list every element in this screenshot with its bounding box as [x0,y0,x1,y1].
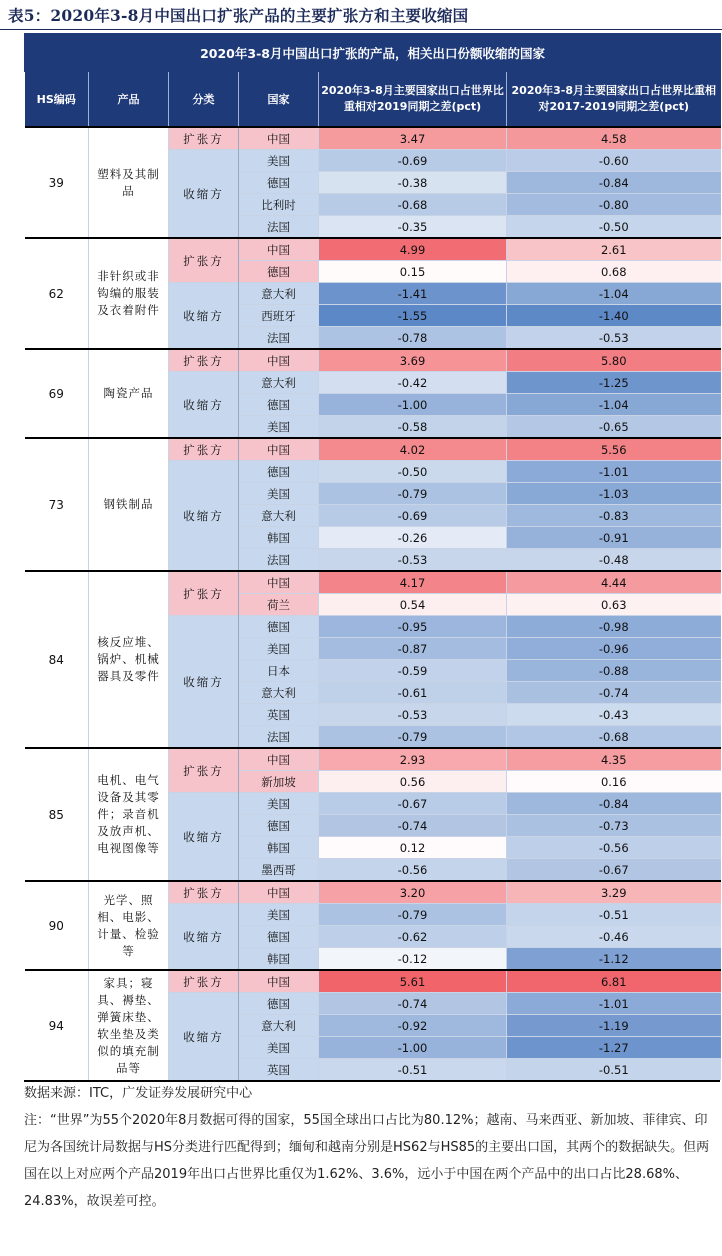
country-name: 中国 [239,571,319,594]
country-name: 法国 [239,327,319,350]
category-expand: 扩张方 [169,571,239,616]
value-2019-diff: -0.12 [319,948,507,971]
value-2017-2019-diff: -0.53 [507,327,721,350]
country-name: 美国 [239,1037,319,1059]
country-name: 日本 [239,660,319,682]
footer [24,1080,714,1215]
country-name: 法国 [239,549,319,572]
value-2019-diff: 3.20 [319,881,507,904]
product-name: 电机、电气设备及其零件；录音机及放声机、电视图像等 [89,748,169,881]
category-expand: 扩张方 [169,881,239,904]
value-2019-diff: -1.00 [319,1037,507,1059]
country-name: 英国 [239,704,319,726]
value-2019-diff: -1.41 [319,283,507,305]
value-2019-diff: -0.68 [319,194,507,216]
value-2019-diff: -0.26 [319,527,507,549]
value-2019-diff: -0.59 [319,660,507,682]
hs-code: 94 [25,970,89,1080]
country-name: 意大利 [239,505,319,527]
value-2017-2019-diff: -0.96 [507,638,721,660]
country-name: 墨西哥 [239,859,319,882]
value-2017-2019-diff: 0.63 [507,594,721,616]
table-row [25,748,721,771]
value-2019-diff: -0.53 [319,704,507,726]
country-name: 中国 [239,438,319,461]
product-name: 核反应堆、锅炉、机械器具及零件 [89,571,169,748]
product-name: 非针织或非钩编的服装及衣着附件 [89,238,169,349]
country-name: 西班牙 [239,305,319,327]
value-2019-diff: 0.15 [319,261,507,283]
table-row [25,970,721,993]
category-contract: 收缩方 [169,150,239,239]
country-name: 德国 [239,261,319,283]
value-2019-diff: 3.47 [319,127,507,150]
value-2017-2019-diff: -0.65 [507,416,721,439]
data-table [24,33,721,1080]
value-2017-2019-diff: -0.84 [507,793,721,815]
country-name: 美国 [239,483,319,505]
value-2019-diff: -0.53 [319,549,507,572]
country-name: 法国 [239,216,319,239]
value-2017-2019-diff: 6.81 [507,970,721,993]
value-2019-diff: -0.87 [319,638,507,660]
category-expand: 扩张方 [169,238,239,283]
country-name: 美国 [239,638,319,660]
value-2019-diff: -0.42 [319,372,507,394]
hs-code: 84 [25,571,89,748]
value-2019-diff: -0.56 [319,859,507,882]
country-name: 德国 [239,993,319,1015]
country-name: 德国 [239,461,319,483]
hs-code: 69 [25,349,89,438]
value-2019-diff: -0.58 [319,416,507,439]
value-2019-diff: 0.54 [319,594,507,616]
value-2019-diff: 3.69 [319,349,507,372]
country-name: 法国 [239,726,319,749]
value-2017-2019-diff: -1.01 [507,993,721,1015]
country-name: 美国 [239,904,319,926]
country-name: 韩国 [239,948,319,971]
value-2019-diff: -0.95 [319,616,507,638]
category-contract: 收缩方 [169,283,239,350]
value-2017-2019-diff: -0.60 [507,150,721,172]
value-2019-diff: -0.69 [319,150,507,172]
value-2017-2019-diff: -1.40 [507,305,721,327]
value-2017-2019-diff: -0.84 [507,172,721,194]
table-row [25,438,721,461]
hs-code: 39 [25,127,89,238]
value-2019-diff: -0.67 [319,793,507,815]
value-2017-2019-diff: -0.91 [507,527,721,549]
value-2017-2019-diff: 4.44 [507,571,721,594]
value-2019-diff: 2.93 [319,748,507,771]
value-2017-2019-diff: -0.50 [507,216,721,239]
value-2019-diff: -0.79 [319,904,507,926]
value-2019-diff: -0.78 [319,327,507,350]
value-2017-2019-diff: -1.01 [507,461,721,483]
value-2019-diff: -0.79 [319,726,507,749]
category-contract: 收缩方 [169,372,239,439]
value-2017-2019-diff: 3.29 [507,881,721,904]
value-2019-diff: 4.02 [319,438,507,461]
country-name: 中国 [239,238,319,261]
product-name: 塑料及其制品 [89,127,169,238]
value-2019-diff: -1.00 [319,394,507,416]
country-name: 意大利 [239,283,319,305]
source-note: 数据来源：ITC，广发证券发展研究中心 [24,1086,253,1101]
category-expand: 扩张方 [169,748,239,793]
category-contract: 收缩方 [169,904,239,971]
country-name: 中国 [239,349,319,372]
category-expand: 扩张方 [169,970,239,993]
product-name: 陶瓷产品 [89,349,169,438]
value-2019-diff: -0.50 [319,461,507,483]
data-table-container [24,33,720,1082]
value-2017-2019-diff: -0.46 [507,926,721,948]
value-2019-diff: 0.12 [319,837,507,859]
value-2019-diff: -0.92 [319,1015,507,1037]
value-2017-2019-diff: -1.03 [507,483,721,505]
value-2019-diff: -0.35 [319,216,507,239]
footnote: 注：“世界”为55个2020年8月数据可得的国家，55国全球出口占比为80.12%；越南、马来西亚、新加坡、菲律宾、印尼为各国统计局数据与HS分类进行匹配得到；缅甸和越南分别是HS62与HS85的主要出口国，其两个的数据缺失。但两国在以上对应两个产品2019年出口占世界比重仅为1.62%、3.6%，远小于中国在两个产品中的出口占比28.68%、24.83%，故误差可控。 [24,1113,710,1209]
country-name: 韩国 [239,837,319,859]
category-contract: 收缩方 [169,793,239,882]
value-2017-2019-diff: -0.74 [507,682,721,704]
header-col1: 2020年3-8月主要国家出口占世界比重相对2019同期之差(pct) [319,72,507,128]
category-expand: 扩张方 [169,127,239,150]
value-2019-diff: 5.61 [319,970,507,993]
value-2019-diff: -0.74 [319,815,507,837]
value-2017-2019-diff: -0.68 [507,726,721,749]
value-2017-2019-diff: -1.19 [507,1015,721,1037]
value-2017-2019-diff: -1.27 [507,1037,721,1059]
value-2019-diff: 4.99 [319,238,507,261]
table-row [25,127,721,150]
value-2017-2019-diff: -0.88 [507,660,721,682]
value-2017-2019-diff: -0.43 [507,704,721,726]
product-name: 光学、照相、电影、计量、检验等 [89,881,169,970]
country-name: 德国 [239,815,319,837]
hs-code: 73 [25,438,89,571]
value-2017-2019-diff: -1.04 [507,283,721,305]
value-2019-diff: -0.51 [319,1059,507,1081]
value-2017-2019-diff: -0.83 [507,505,721,527]
value-2017-2019-diff: -1.12 [507,948,721,971]
value-2017-2019-diff: 5.56 [507,438,721,461]
country-name: 意大利 [239,682,319,704]
value-2019-diff: -0.69 [319,505,507,527]
hs-code: 62 [25,238,89,349]
value-2019-diff: -0.61 [319,682,507,704]
country-name: 英国 [239,1059,319,1081]
country-name: 德国 [239,926,319,948]
header-country: 国家 [239,72,319,128]
country-name: 意大利 [239,372,319,394]
table-body [25,127,721,1080]
title-rule [0,29,722,30]
value-2017-2019-diff: 2.61 [507,238,721,261]
country-name: 中国 [239,970,319,993]
category-contract: 收缩方 [169,993,239,1081]
value-2017-2019-diff: -0.80 [507,194,721,216]
page-title: 表5：2020年3-8月中国出口扩张产品的主要扩张方和主要收缩国 [8,6,469,25]
category-expand: 扩张方 [169,349,239,372]
value-2017-2019-diff: -0.48 [507,549,721,572]
category-contract: 收缩方 [169,616,239,749]
hs-code: 90 [25,881,89,970]
header-hs: HS编码 [25,72,89,128]
value-2017-2019-diff: -0.73 [507,815,721,837]
country-name: 德国 [239,394,319,416]
value-2017-2019-diff: -1.25 [507,372,721,394]
table-banner-row [25,34,721,72]
value-2017-2019-diff: 0.68 [507,261,721,283]
country-name: 中国 [239,881,319,904]
value-2017-2019-diff: 0.16 [507,771,721,793]
product-name: 钢铁制品 [89,438,169,571]
value-2017-2019-diff: -0.67 [507,859,721,882]
country-name: 德国 [239,172,319,194]
value-2019-diff: -0.62 [319,926,507,948]
value-2017-2019-diff: 4.35 [507,748,721,771]
value-2017-2019-diff: -0.51 [507,904,721,926]
country-name: 韩国 [239,527,319,549]
country-name: 德国 [239,616,319,638]
value-2017-2019-diff: 4.58 [507,127,721,150]
table-header-row [25,72,721,128]
value-2017-2019-diff: -1.04 [507,394,721,416]
value-2017-2019-diff: 5.80 [507,349,721,372]
country-name: 荷兰 [239,594,319,616]
country-name: 比利时 [239,194,319,216]
table-row [25,238,721,261]
country-name: 美国 [239,150,319,172]
category-contract: 收缩方 [169,461,239,572]
value-2017-2019-diff: -0.51 [507,1059,721,1081]
value-2019-diff: -0.38 [319,172,507,194]
country-name: 美国 [239,416,319,439]
value-2019-diff: 4.17 [319,571,507,594]
product-name: 家具；寝具、褥垫、弹簧床垫、软坐垫及类似的填充制品等 [89,970,169,1080]
value-2019-diff: -0.79 [319,483,507,505]
value-2017-2019-diff: -0.98 [507,616,721,638]
value-2019-diff: 0.56 [319,771,507,793]
value-2019-diff: -1.55 [319,305,507,327]
value-2019-diff: -0.74 [319,993,507,1015]
country-name: 意大利 [239,1015,319,1037]
category-expand: 扩张方 [169,438,239,461]
hs-code: 85 [25,748,89,881]
table-row [25,881,721,904]
country-name: 新加坡 [239,771,319,793]
country-name: 美国 [239,793,319,815]
table-banner: 2020年3-8月中国出口扩张的产品，相关出口份额收缩的国家 [25,34,721,72]
header-category: 分类 [169,72,239,128]
country-name: 中国 [239,748,319,771]
value-2017-2019-diff: -0.56 [507,837,721,859]
table-row [25,349,721,372]
table-row [25,571,721,594]
header-col2: 2020年3-8月主要国家出口占世界比重相对2017-2019同期之差(pct) [507,72,721,128]
country-name: 中国 [239,127,319,150]
header-product: 产品 [89,72,169,128]
